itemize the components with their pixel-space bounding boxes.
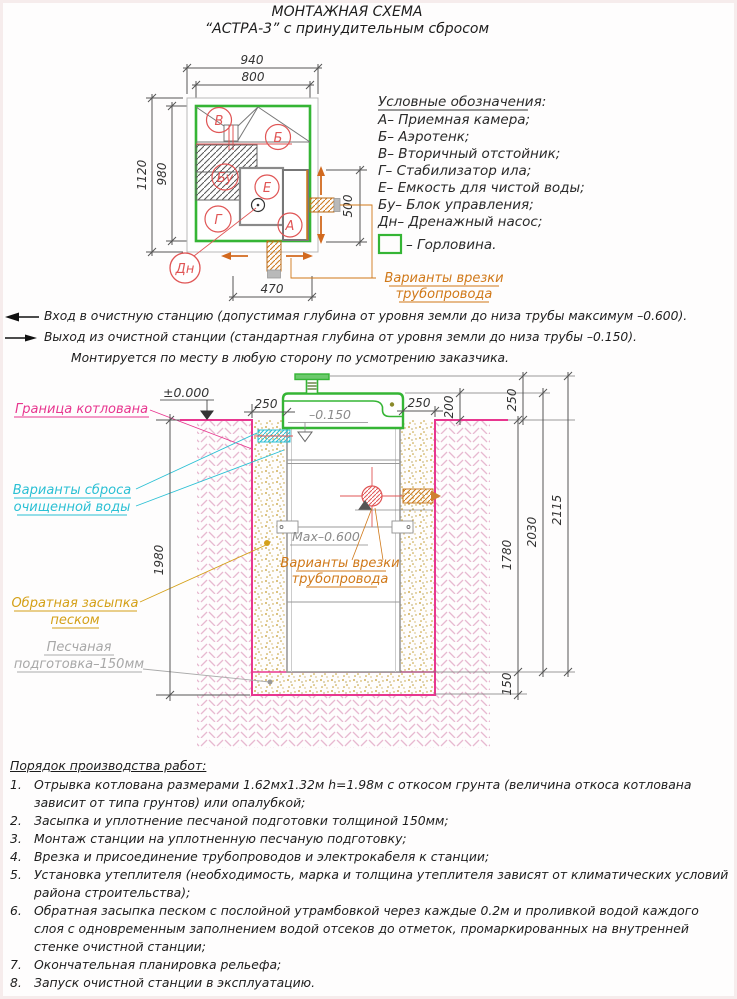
- section-level-zero: [160, 385, 214, 420]
- plan-dim-470-label: 470: [260, 282, 284, 296]
- item-text: Отрывка котлована размерами 1.62мх1.32м h=1.98м с откосом грунта (величина откоса котлована зависит от типа грунтов) или опалубкой;: [34, 777, 692, 810]
- work-order-item: [10, 830, 732, 848]
- work-order-item: [10, 956, 732, 974]
- work-order-item: [10, 902, 732, 956]
- dim-2030-label: 2030: [525, 516, 539, 548]
- section-sand-bed: [252, 672, 435, 695]
- item-number: 5.: [10, 867, 22, 882]
- legend-item-g: Г– Стабилизатор ила;: [378, 163, 532, 179]
- podg-line2: подготовка–150мм: [13, 657, 145, 672]
- pipe-note-line2: трубопровода: [395, 287, 493, 302]
- granica-label: Граница котлована: [15, 402, 149, 417]
- item-number: 3.: [10, 831, 22, 846]
- section-vrezki-line1: Варианты врезки: [280, 556, 400, 571]
- sbros-line1: Варианты сброса: [12, 483, 132, 498]
- drawing-title: [0, 4, 694, 38]
- max600-label: Max–0.600: [292, 529, 360, 544]
- pipe-note-line1: Варианты врезки: [384, 271, 504, 286]
- inlet-arrow-icon: [3, 311, 39, 323]
- level-150-label: –0.150: [308, 407, 352, 422]
- podg-line1: Песчаная: [46, 640, 112, 655]
- plan-view-drawing: [0, 50, 737, 305]
- section-dim-250tr: [519, 372, 527, 425]
- zasypka-line1: Обратная засыпка: [11, 596, 139, 611]
- item-text: Врезка и присоединение трубопроводов и электрокабеля к станции;: [34, 849, 490, 864]
- dim-1780-label: 1780: [500, 539, 514, 571]
- note-inlet-text: Вход в очистную станцию (допустимая глубина от уровня земли до низа трубы максимум –0.600).: [44, 309, 688, 323]
- section-dim-2030: [539, 388, 547, 677]
- legend-item-gorlovina: – Горловина.: [406, 237, 497, 253]
- note-outlet-cont: Монтируется по месту в любую сторону по усмотрению заказчика.: [71, 351, 509, 365]
- work-order-title: Порядок производства работ:: [10, 758, 207, 773]
- outlet-arrow-icon: [3, 332, 39, 344]
- item-number: 1.: [10, 777, 22, 792]
- item-text: Окончательная планировка рельефа;: [34, 957, 282, 972]
- legend-item-v: В– Вторичный отстойник;: [378, 146, 561, 162]
- plan-label-dn: Дн: [175, 262, 195, 277]
- section-vrezki-line2: трубопровода: [291, 572, 389, 587]
- note-outlet-row: [3, 327, 734, 348]
- plan-label-b: Б: [273, 131, 283, 146]
- level-zero-label: ±0.000: [163, 385, 210, 400]
- work-order-item: [10, 812, 732, 830]
- plan-dim-500-label: 500: [341, 194, 355, 218]
- plan-label-a: А: [285, 219, 295, 234]
- dim-250l-label: 250: [254, 397, 278, 411]
- legend-item-dn: Дн– Дренажный насос;: [378, 214, 543, 230]
- section-outlet-pipe: [254, 430, 293, 442]
- dim-2115-label: 2115: [550, 494, 564, 526]
- work-order-item: [10, 848, 732, 866]
- title-line1: МОНТАЖНАЯ СХЕМА: [271, 4, 423, 20]
- section-tank: [277, 428, 413, 672]
- dim-1980-label: 1980: [152, 544, 166, 576]
- notes-block: [3, 306, 734, 369]
- plan-dim-800-label: 800: [241, 70, 265, 84]
- item-text: Установка утеплителя (необходимость, марка и толщина утеплителя зависят от климатических условий района строительства);: [34, 867, 729, 900]
- legend: [377, 94, 585, 253]
- legend-item-a: А– Приемная камера;: [378, 112, 531, 128]
- legend-item-e: Е– Емкость для чистой воды;: [378, 180, 585, 196]
- item-text: Монтаж станции на уплотненную песчаную подготовку;: [34, 831, 407, 846]
- dim-250tr-label: 250: [505, 388, 519, 412]
- item-text: Засыпка и уплотнение песчаной подготовки толщиной 150мм;: [34, 813, 449, 828]
- item-number: 7.: [10, 957, 22, 972]
- section-dim-1780: [514, 416, 522, 700]
- sbros-line2: очищенной воды: [13, 500, 131, 515]
- work-order-item: [10, 776, 732, 812]
- legend-item-b: Б– Аэротенк;: [378, 129, 470, 145]
- note-outlet-text: Выход из очистной станции (стандартная глубина от уровня земли до низа трубы –0.150).: [44, 330, 637, 344]
- legend-item-bu: Бу– Блок управления;: [378, 197, 534, 213]
- work-order-item: [10, 866, 732, 902]
- dim-250r-label: 250: [407, 396, 431, 410]
- item-number: 8.: [10, 975, 22, 990]
- plan-label-v: В: [214, 114, 224, 129]
- title-line2: “АСТРА-3” с принудительным сбросом: [204, 21, 490, 37]
- note-inlet-row: [3, 306, 734, 327]
- plan-label-g: Г: [214, 213, 222, 228]
- section-view-drawing: [0, 370, 737, 760]
- plan-dim-940-label: 940: [240, 53, 264, 67]
- plan-label-e: Е: [262, 181, 272, 196]
- item-text: Запуск очистной станции в эксплуатацию.: [34, 975, 316, 990]
- dim-200-label: 200: [442, 395, 456, 419]
- item-number: 4.: [10, 849, 22, 864]
- legend-title: Условные обозначения:: [378, 94, 547, 110]
- vent-cap: [295, 374, 329, 380]
- item-number: 2.: [10, 813, 22, 828]
- work-order-item: [10, 974, 732, 992]
- section-dim-2115: [564, 372, 572, 677]
- legend-neck-symbol: [379, 235, 401, 253]
- plan-dim-980-label: 980: [155, 162, 169, 186]
- zasypka-line2: песком: [50, 613, 100, 628]
- work-order-block: [10, 757, 732, 992]
- plan-label-bu: Бу: [216, 171, 234, 186]
- item-text: Обратная засыпка песком с послойной утрамбовкой через каждые 0.2м и проливкой водой каждого слоя с одновременным заполнением водой отсеков до отметок, промаркированных на внутренней стенке очистной станции;: [34, 903, 699, 954]
- item-number: 6.: [10, 903, 22, 918]
- dim-150-label: 150: [500, 672, 514, 696]
- plan-dim-1120-label: 1120: [135, 159, 149, 191]
